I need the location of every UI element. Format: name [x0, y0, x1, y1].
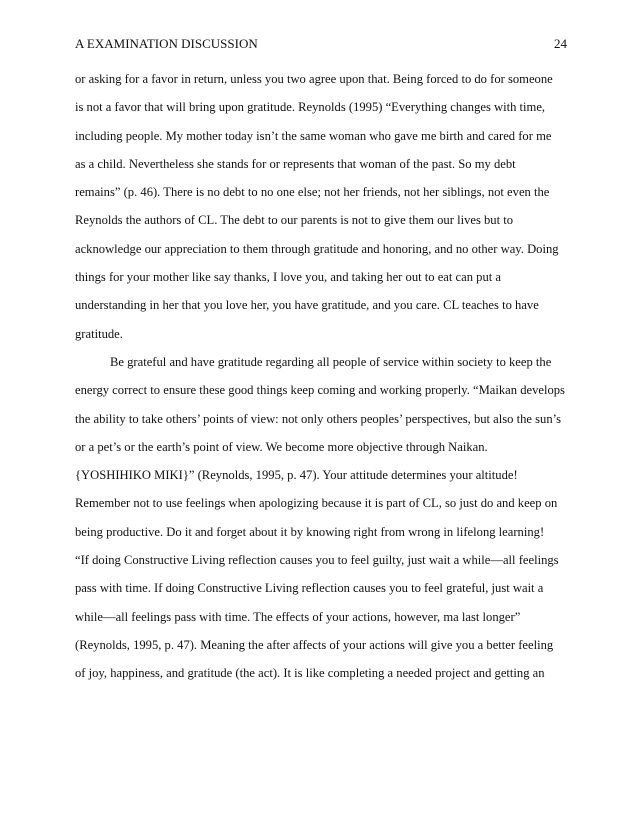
text-line: understanding in her that you love her, you have gratitude, and you care. CL teaches to have — [75, 298, 539, 313]
text-line: Reynolds the authors of CL. The debt to our parents is not to give them our lives but to — [75, 213, 514, 228]
text-line: including people. My mother today isn’t the same woman who gave me birth and cared for me — [75, 128, 552, 143]
text-line: is not a favor that will bring upon gratitude. Reynolds (1995) “Everything changes with time, — [75, 100, 546, 115]
text-line: the ability to take others’ points of view: not only others peoples’ perspectives, but also the sun’s — [75, 411, 562, 426]
text-line: {YOSHIHIKO MIKI}” (Reynolds, 1995, p. 47). Your attitude determines your altitude! — [75, 468, 518, 483]
text-line: “If doing Constructive Living reflection causes you to feel guilty, just wait a while—all feelings — [75, 553, 559, 568]
text-line: (Reynolds, 1995, p. 47). Meaning the after affects of your actions will give you a better feeling — [75, 637, 554, 652]
text-line: acknowledge our appreciation to them through gratitude and honoring, and no other way. Doing — [75, 241, 559, 256]
running-head-title: A EXAMINATION DISCUSSION — [75, 36, 258, 51]
paragraph-first-line: Be grateful and have gratitude regarding all people of service within society to keep the — [110, 354, 552, 369]
text-line: Remember not to use feelings when apologizing because it is part of CL, so just do and keep on — [75, 496, 558, 511]
text-line: energy correct to ensure these good things keep coming and working properly. “Maikan develops — [75, 383, 565, 398]
running-head — [75, 35, 567, 53]
text-line: while—all feelings pass with time. The effects of your actions, however, ma last longer” — [75, 609, 521, 624]
text-line: being productive. Do it and forget about it by knowing right from wrong in lifelong learning! — [75, 524, 545, 539]
text-line: or asking for a favor in return, unless you two agree upon that. Being forced to do for someone — [75, 72, 553, 86]
text-line: remains” (p. 46). There is no debt to no one else; not her friends, not her siblings, not even the — [75, 185, 550, 200]
text-line: as a child. Nevertheless she stands for or represents that woman of the past. So my debt — [75, 156, 516, 171]
body-text — [75, 72, 567, 695]
text-line: things for your mother like say thanks, I love you, and taking her out to eat can put a — [75, 270, 501, 285]
page-number: 24 — [554, 36, 567, 51]
text-line: of joy, happiness, and gratitude (the act). It is like completing a needed project and getting an — [75, 666, 545, 681]
text-line: pass with time. If doing Constructive Living reflection causes you to feel grateful, just wait a — [75, 581, 544, 596]
text-line: gratitude. — [75, 326, 123, 341]
text-line: or a pet’s or the earth’s point of view. We become more objective through Naikan. — [75, 439, 488, 454]
